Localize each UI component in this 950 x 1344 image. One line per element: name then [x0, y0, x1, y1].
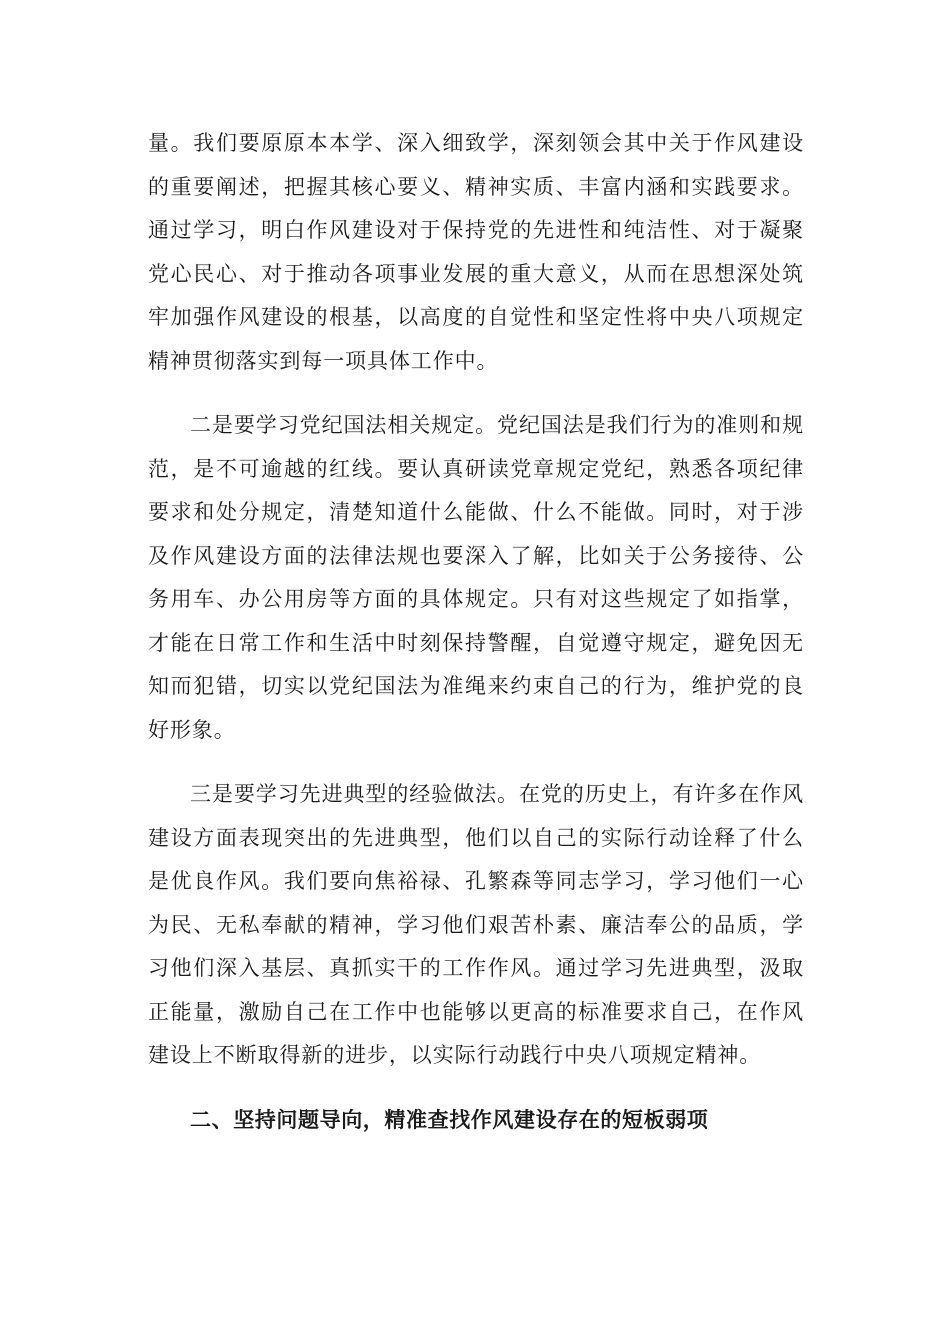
paragraph-study-party-rules: 二是要学习党纪国法相关规定。党纪国法是我们行为的准则和规范，是不可逾越的红线。要认真研读党章规定党纪，熟悉各项纪律要求和处分规定，清楚知道什么能做、什么不能做。同时，对于涉及作风建设方面的法律法规也要深入了解，比如关于公务接待、公务用车、办公用房等方面的具体规定。只有对这些规定了如指掌，才能在日常工作和生活中时刻保持警醒，自觉遵守规定，避免因无知而犯错，切实以党纪国法为准绳来约束自己的行为，维护党的良好形象。 — [148, 413, 804, 742]
document-body — [148, 122, 804, 1142]
paragraph-continued: 量。我们要原原本本学、深入细致学，深刻领会其中关于作风建设的重要阐述，把握其核心要义、精神实质、丰富内涵和实践要求。通过学习，明白作风建设对于保持党的先进性和纯洁性、对于凝聚党心民心、对于推动各项事业发展的重大意义，从而在思想深处筑牢加强作风建设的根基，以高度的自觉性和坚定性将中央八项规定精神贯彻落实到每一项具体工作中。 — [148, 131, 804, 373]
paragraph-study-role-models: 三是要学习先进典型的经验做法。在党的历史上，有许多在作风建设方面表现突出的先进典型，他们以自己的实际行动诠释了什么是优良作风。我们要向焦裕禄、孔繁森等同志学习，学习他们一心为民、无私奉献的精神，学习他们艰苦朴素、廉洁奉公的品质，学习他们深入基层、真抓实干的工作作风。通过学习先进典型，汲取正能量，激励自己在工作中也能够以更高的标准要求自己，在作风建设上不断取得新的进步，以实际行动践行中央八项规定精神。 — [148, 782, 804, 1067]
section-heading: 二、坚持问题导向，精准查找作风建设存在的短板弱项 — [190, 1107, 709, 1132]
